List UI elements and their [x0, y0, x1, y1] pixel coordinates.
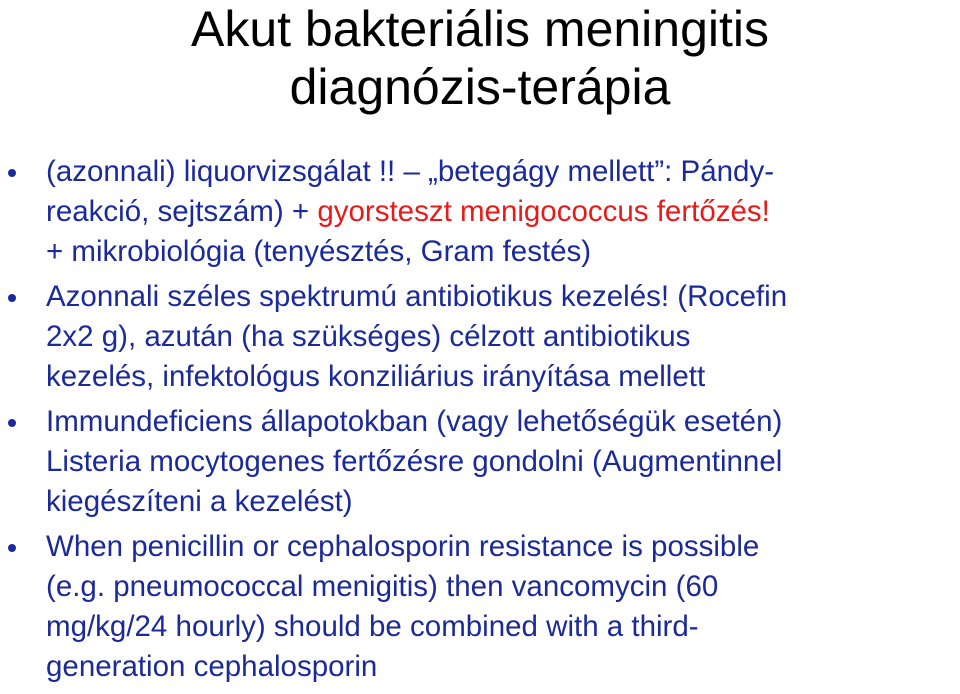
- bullet-dot-icon: [8, 169, 16, 177]
- bullet-item-antibiotic: [0, 277, 960, 397]
- bullet-text: + mikrobiológia (tenyésztés, Gram festés): [46, 235, 592, 268]
- bullet-item-liquor: [0, 152, 960, 272]
- bullet-item-immundeficiency: [0, 402, 960, 522]
- highlight-text: gyorsteszt menigococcus fertőzés!: [317, 195, 770, 228]
- bullet-text: generation cephalosporin: [46, 650, 378, 683]
- bullet-line: [46, 527, 952, 567]
- bullet-line: [46, 442, 952, 482]
- bullet-line: [46, 607, 952, 647]
- bullet-line: [46, 482, 952, 522]
- bullet-text: 2x2 g), azután (ha szükséges) célzott antibiotikus: [46, 320, 691, 353]
- bullet-text: When penicillin or cephalosporin resistance is possible: [46, 530, 760, 563]
- bullet-line: [46, 402, 952, 442]
- bullet-dot-icon: [8, 544, 16, 552]
- bullet-text: (e.g. pneumococcal menigitis) then vancomycin (60: [46, 570, 719, 603]
- bullet-line: [46, 567, 952, 607]
- bullet-line: [46, 192, 952, 232]
- bullet-text: (azonnali) liquorvizsgálat !! – „betegágy mellett”: Pándy-: [46, 155, 775, 188]
- bullet-dot-icon: [8, 419, 16, 427]
- bullet-text: Azonnali széles spektrumú antibiotikus kezelés! (Rocefin: [46, 280, 788, 313]
- bullet-text: Listeria mocytogenes fertőzésre gondolni (Augmentinnel: [46, 445, 783, 478]
- bullet-text: mg/kg/24 hourly) should be combined with a third-: [46, 610, 699, 643]
- bullet-text: Immundeficiens állapotokban (vagy lehetőségük esetén): [46, 405, 783, 438]
- bullet-line: [46, 277, 952, 317]
- bullet-text: kezelés, infektológus konziliárius irányítása mellett: [46, 360, 706, 393]
- bullet-line: [46, 232, 952, 272]
- bullet-dot-icon: [8, 294, 16, 302]
- bullet-text: kiegészíteni a kezelést): [46, 485, 353, 518]
- bullet-item-resistance: [0, 527, 960, 687]
- bullet-line: [46, 647, 952, 687]
- bullet-line: [46, 152, 952, 192]
- bullet-line: [46, 317, 952, 357]
- bullet-list: [0, 152, 960, 692]
- bullet-text: reakció, sejtszám) +: [46, 195, 318, 228]
- title-line-1: Akut bakteriális meningitis: [190, 1, 770, 57]
- title-line-2: diagnózis-terápia: [289, 59, 671, 115]
- slide-title: [0, 0, 960, 116]
- bullet-line: [46, 357, 952, 397]
